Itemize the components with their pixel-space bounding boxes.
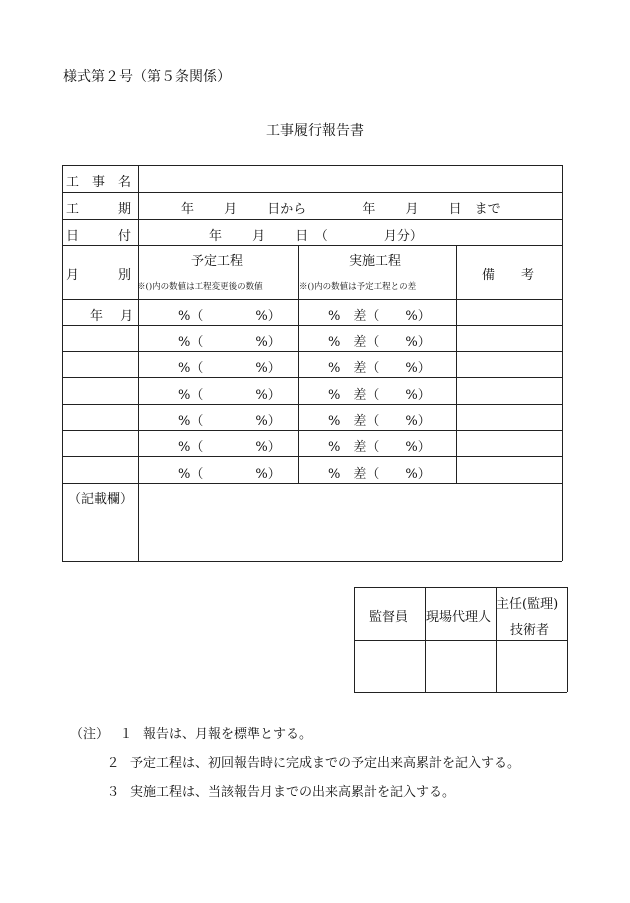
approval-box [354, 587, 567, 692]
document-title: 工事履行報告書 [266, 123, 364, 139]
table-line [62, 377, 562, 378]
form-number: 様式第２号（第５条関係） [63, 69, 231, 85]
table-border-right [562, 165, 563, 561]
table-line [62, 404, 562, 405]
footnote-number: １ [119, 727, 133, 742]
planned-cell[interactable]: %（ %） [178, 467, 281, 482]
table-line [62, 325, 562, 326]
actual-cell[interactable]: % 差（ %） [328, 335, 431, 350]
work-report-table [62, 165, 562, 561]
date-label: 日 付 [66, 229, 132, 244]
actual-cell[interactable]: % 差（ %） [328, 309, 431, 324]
footnotes [70, 720, 520, 807]
actual-cell[interactable]: % 差（ %） [328, 388, 431, 403]
footnote-text: 報告は、月報を標準とする。 [143, 727, 313, 742]
footnote-text: 予定工程は、初回報告時に完成までの予定出来高累計を記入する。 [130, 756, 521, 771]
planned-note: ※()内の数値は工程変更後の数値 [137, 282, 263, 292]
footnote-number: ２ [106, 756, 120, 771]
approval-border-top [354, 587, 567, 588]
table-border-bottom [62, 561, 562, 562]
actual-note: ※()内の数値は予定工程との差 [299, 282, 417, 292]
footnote-prefix: （注） [70, 727, 110, 742]
actual-cell[interactable]: % 差（ %） [328, 467, 431, 482]
table-line [62, 351, 562, 352]
table-line [456, 245, 457, 483]
footnote-item [70, 749, 520, 778]
actual-cell[interactable]: % 差（ %） [328, 440, 431, 455]
period-label: 工 期 [66, 202, 132, 217]
footnote-text: 実施工程は、当該報告月までの出来高累計を記入する。 [130, 785, 456, 800]
site-agent-stamp-area[interactable] [426, 641, 496, 691]
supervisor-label: 監督員 [369, 610, 409, 625]
table-line [62, 456, 562, 457]
table-line [62, 192, 562, 193]
actual-cell[interactable]: % 差（ %） [328, 361, 431, 376]
date-value: 年 月 日 （ 月分） [209, 229, 423, 244]
table-line [62, 430, 562, 431]
chief-engineer-label-1: 主任(監理) [496, 597, 559, 612]
month-label: 月 別 [66, 268, 132, 283]
planned-header: 予定工程 [191, 254, 244, 269]
table-line [62, 299, 562, 300]
site-agent-label: 現場代理人 [426, 610, 492, 625]
planned-cell[interactable]: %（ %） [178, 440, 281, 455]
table-border-left [62, 165, 63, 561]
notes-field-label: （記載欄） [68, 492, 134, 507]
actual-header: 実施工程 [349, 254, 402, 269]
planned-cell[interactable]: %（ %） [178, 388, 281, 403]
period-value: 年 月 日から 年 月 日 まで [181, 202, 501, 217]
approval-border-right [567, 587, 568, 692]
planned-cell[interactable]: %（ %） [178, 335, 281, 350]
footnote-item [70, 778, 520, 807]
year-month-label: 年 月 [90, 309, 134, 324]
notes-field-area[interactable] [139, 484, 561, 560]
work-name-label: 工 事 名 [66, 175, 132, 190]
chief-engineer-label-2: 技術者 [510, 623, 550, 638]
footnote-number: ３ [106, 785, 120, 800]
table-line [62, 219, 562, 220]
planned-cell[interactable]: %（ %） [178, 361, 281, 376]
table-border-top [62, 165, 562, 166]
remarks-header: 備 考 [482, 268, 535, 283]
chief-engineer-stamp-area[interactable] [497, 641, 567, 691]
supervisor-stamp-area[interactable] [355, 641, 425, 691]
approval-border-bottom [354, 692, 567, 693]
actual-cell[interactable]: % 差（ %） [328, 414, 431, 429]
planned-cell[interactable]: %（ %） [178, 414, 281, 429]
footnote-item [70, 720, 520, 749]
table-line [62, 245, 562, 246]
planned-cell[interactable]: %（ %） [178, 309, 281, 324]
